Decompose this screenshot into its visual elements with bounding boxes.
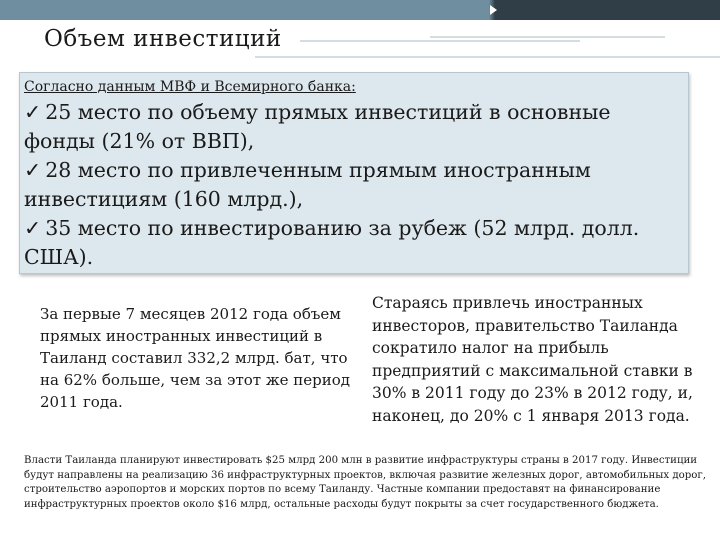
list-item-text: 25 место по объему прямых инвестиций в основные фонды (21% от ВВП),: [24, 100, 611, 153]
checkmark-icon: ✓: [24, 100, 42, 124]
checkmark-icon: ✓: [24, 216, 42, 240]
box-heading: Согласно данным МВФ и Всемирного банка:: [24, 79, 356, 95]
list-item-text: 28 место по привлеченным прямым иностранным инвестициям (160 млрд.),: [24, 158, 591, 211]
triangle-marker-icon: [490, 5, 497, 15]
checkmark-icon: ✓: [24, 158, 42, 182]
box-list: [24, 98, 684, 272]
list-item: [24, 156, 684, 214]
list-item: [24, 214, 684, 272]
left-paragraph: За первые 7 месяцев 2012 года объем прямых иностранных инвестиций в Таиланд составил 332,2 млрд. бат, что на 62% больше, чем за этот же период 2011 года.: [40, 305, 351, 411]
top-decoration-bar-dark: [495, 0, 720, 20]
right-paragraph: Стараясь привлечь иностранных инвесторов, правительство Таиланда сократило налог на прибыль предприятий с максимальной ставки в 30% в 2011 году до 23% в 2012 году, и, наконец, до 20% с 1 января 2013 года.: [372, 294, 693, 425]
title-rule-3: [255, 56, 720, 58]
list-item: [24, 98, 684, 156]
title-rule-1: [300, 40, 580, 42]
footer-paragraph: Власти Таиланда планируют инвестировать $25 млрд 200 млн в развитие инфраструктуры страны в 2017 году. Инвестиции будут направлены на реализацию 36 инфраструктурных проектов, включая развитие железных дорог, автомобильных дорог, строительство аэропортов и морских портов по всему Таиланду. Частные компании предоставят на финансирование инфраструктурных проектов около $16 млрд, остальные расходы будут покрыты за счет государственного бюджета.: [24, 455, 706, 510]
title-rule-2: [430, 36, 665, 38]
slide-title: Объем инвестиций: [44, 26, 282, 52]
list-item-text: 35 место по инвестированию за рубеж (52 млрд. долл. США).: [24, 216, 640, 269]
